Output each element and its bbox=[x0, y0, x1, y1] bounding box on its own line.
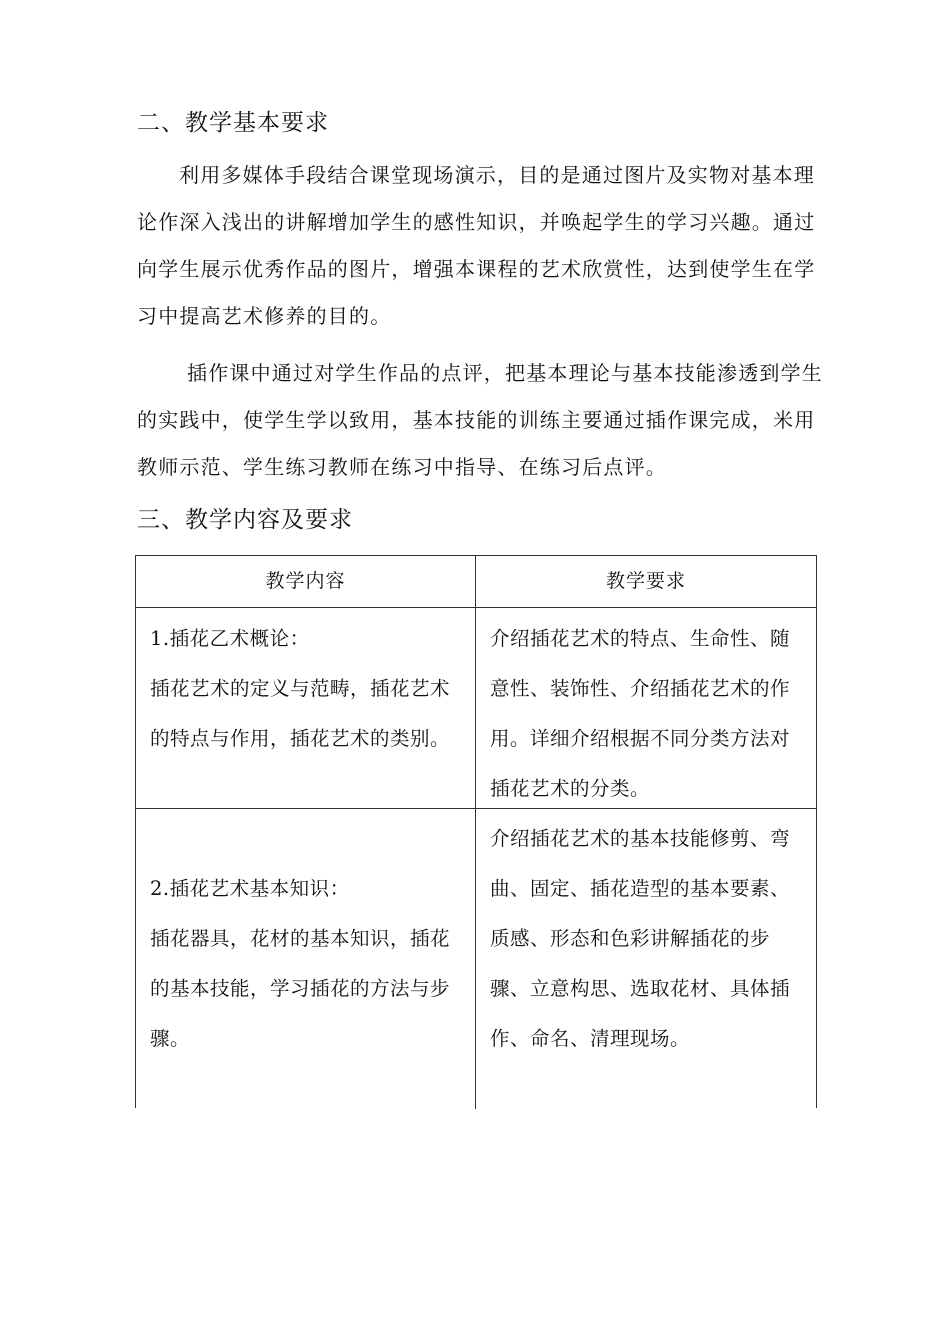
table-cell-content-2 bbox=[150, 864, 468, 1064]
table-header-requirement: 教学要求 bbox=[605, 570, 686, 592]
table-cell-requirement-1 bbox=[490, 614, 808, 814]
paragraph-multimedia: 利用多媒体手段结合课堂现场演示，目的是通过图片及实物对基本理论作深入浅出的讲解增加学生的感性知识，并唤起学生的学习兴趣。通过向学生展示优秀作品的图片，增强本课程的艺术欣赏性，达到使学生在学习中提高艺术修养的目的。 bbox=[137, 163, 816, 328]
cell-title: 2.插花艺术基本知识： bbox=[150, 877, 350, 900]
table-cell-content-1 bbox=[150, 614, 468, 764]
cell-body: 介绍插花艺术的特点、生命性、随意性、装饰性、介绍插花艺术的作用。详细介绍根据不同分类方法对插花艺术的分类。 bbox=[490, 627, 791, 800]
section-heading-teaching-requirements: 二、教学基本要求 bbox=[137, 110, 329, 136]
table-column-divider bbox=[475, 556, 476, 1109]
cell-body: 介绍插花艺术的基本技能修剪、弯曲、固定、插花造型的基本要素、质感、形态和色彩讲解插花的步骤、立意构思、选取花材、具体插作、命名、清理现场。 bbox=[490, 827, 791, 1050]
section-heading-content-requirements: 三、教学内容及要求 bbox=[137, 507, 353, 533]
content-table bbox=[135, 555, 817, 1108]
cell-body: 插花器具，花材的基本知识，插花的基本技能，学习插花的方法与步骤。 bbox=[150, 927, 451, 1050]
table-cell-requirement-2 bbox=[490, 814, 808, 1064]
paragraph-practice: 插作课中通过对学生作品的点评，把基本理论与基本技能渗透到学生的实践中，使学生学以致用，基本技能的训练主要通过插作课完成，米用教师示范、学生练习教师在练习中指导、在练习后点评。 bbox=[137, 361, 823, 479]
table-row-divider bbox=[136, 607, 816, 608]
cell-body: 插花艺术的定义与范畴，插花艺术的特点与作用，插花艺术的类别。 bbox=[150, 677, 451, 750]
cell-title: 1.插花乙术概论： bbox=[150, 627, 310, 650]
table-header-content: 教学内容 bbox=[265, 570, 346, 592]
